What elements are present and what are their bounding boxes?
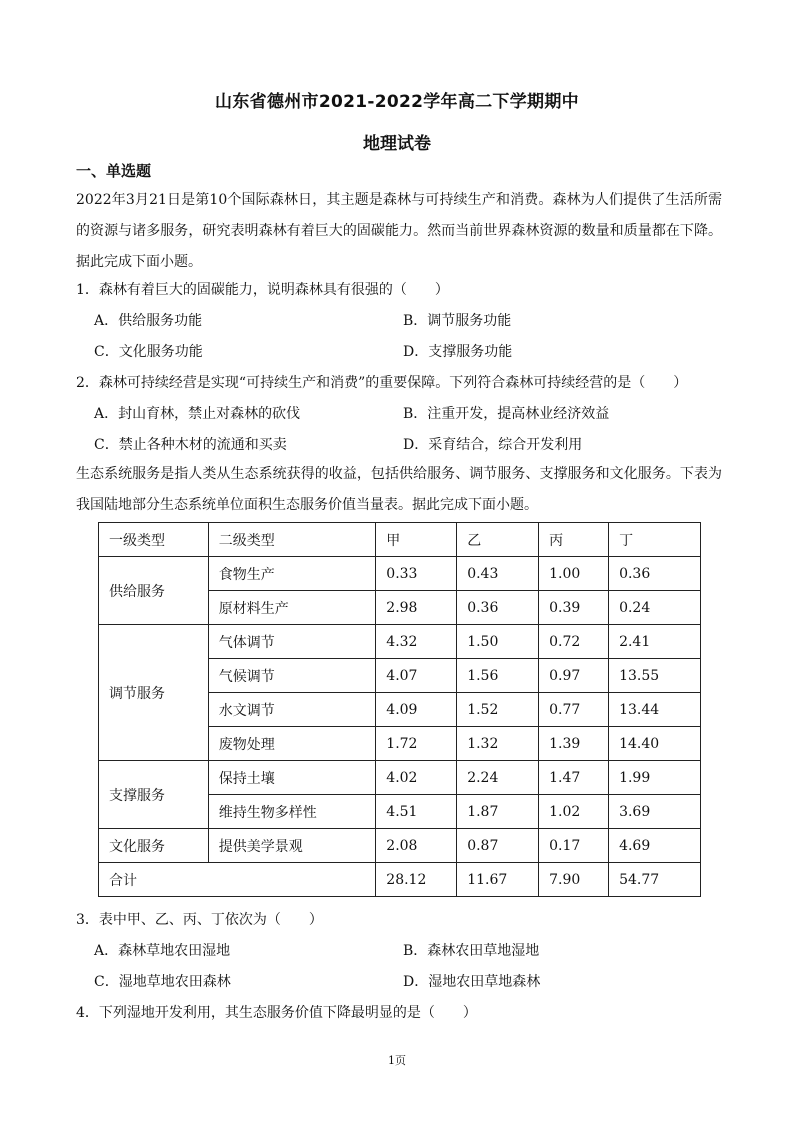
question-3-option-b: B．森林农田草地湿地 <box>403 943 540 959</box>
table-value-cell: 4.51 <box>376 795 457 829</box>
table-value-cell: 1.47 <box>539 761 609 795</box>
page-title: 山东省德州市2021-2022学年高二下学期期中 <box>215 92 579 112</box>
question-4-stem: 4．下列湿地开发利用，其生态服务价值下降最明显的是（ ） <box>76 1005 477 1021</box>
page-number: 1页 <box>388 1054 406 1067</box>
table-value-cell: 1.52 <box>457 693 539 727</box>
table-value-cell: 4.09 <box>376 693 457 727</box>
table-value-cell: 14.40 <box>609 727 701 761</box>
table-subtype-cell: 气体调节 <box>208 625 376 659</box>
table-value-cell: 1.72 <box>376 727 457 761</box>
table-row <box>99 829 701 863</box>
table-value-cell: 0.39 <box>539 591 609 625</box>
table-subtype-cell: 维持生物多样性 <box>208 795 376 829</box>
table-header-cell: 甲 <box>376 523 457 557</box>
table-value-cell: 28.12 <box>376 863 457 897</box>
table-value-cell: 54.77 <box>609 863 701 897</box>
table-subtype-cell: 气候调节 <box>208 659 376 693</box>
passage-forest-day: 2022年3月21日是第10个国际森林日，其主题是森林与可持续生产和消费。森林为人们提供了生活所需的资源与诸多服务，研究表明森林有着巨大的固碳能力。然而当前世界森林资源的数量和质量都在下降。据此完成下面小题。 <box>76 192 722 270</box>
table-value-cell: 1.02 <box>539 795 609 829</box>
table-total-row <box>99 863 701 897</box>
table-group-cell: 调节服务 <box>99 625 209 761</box>
table-value-cell: 2.98 <box>376 591 457 625</box>
table-value-cell: 1.32 <box>457 727 539 761</box>
table-subtype-cell: 提供美学景观 <box>208 829 376 863</box>
table-value-cell: 0.77 <box>539 693 609 727</box>
table-value-cell: 13.44 <box>609 693 701 727</box>
table-value-cell: 1.56 <box>457 659 539 693</box>
table-value-cell: 0.43 <box>457 557 539 591</box>
table-group-cell: 支撑服务 <box>99 761 209 829</box>
question-1-option-d: D．支撑服务功能 <box>403 344 513 360</box>
table-header-row <box>99 523 701 557</box>
table-value-cell: 0.97 <box>539 659 609 693</box>
question-2-option-b: B．注重开发，提高林业经济效益 <box>403 406 610 422</box>
table-value-cell: 1.99 <box>609 761 701 795</box>
table-value-cell: 2.24 <box>457 761 539 795</box>
question-1-option-c: C．文化服务功能 <box>94 344 203 360</box>
table-header-cell: 二级类型 <box>208 523 376 557</box>
section-heading: 一、单选题 <box>76 162 152 180</box>
table-value-cell: 7.90 <box>539 863 609 897</box>
question-1-option-a: A．供给服务功能 <box>94 313 203 329</box>
ecosystem-value-table <box>98 522 701 897</box>
page-subtitle: 地理试卷 <box>363 134 431 154</box>
table-total-label: 合计 <box>99 863 376 897</box>
table-subtype-cell: 原材料生产 <box>208 591 376 625</box>
table-row <box>99 761 701 795</box>
table-header-cell: 乙 <box>457 523 539 557</box>
question-2-option-a: A．封山育林，禁止对森林的砍伐 <box>94 406 301 422</box>
table-subtype-cell: 废物处理 <box>208 727 376 761</box>
question-3-stem: 3．表中甲、乙、丙、丁依次为（ ） <box>76 912 323 928</box>
table-header-cell: 丙 <box>539 523 609 557</box>
table-group-cell: 文化服务 <box>99 829 209 863</box>
table-header-cell: 一级类型 <box>99 523 209 557</box>
table-row <box>99 557 701 591</box>
table-subtype-cell: 水文调节 <box>208 693 376 727</box>
table-value-cell: 0.33 <box>376 557 457 591</box>
table-value-cell: 4.02 <box>376 761 457 795</box>
table-value-cell: 4.32 <box>376 625 457 659</box>
table-subtype-cell: 食物生产 <box>208 557 376 591</box>
table-value-cell: 11.67 <box>457 863 539 897</box>
table-group-cell: 供给服务 <box>99 557 209 625</box>
table-value-cell: 13.55 <box>609 659 701 693</box>
question-3-option-d: D．湿地农田草地森林 <box>403 974 541 990</box>
question-1-option-b: B．调节服务功能 <box>403 313 512 329</box>
table-subtype-cell: 保持土壤 <box>208 761 376 795</box>
table-value-cell: 1.87 <box>457 795 539 829</box>
table-value-cell: 0.17 <box>539 829 609 863</box>
table-value-cell: 4.07 <box>376 659 457 693</box>
table-row <box>99 625 701 659</box>
question-2-option-c: C．禁止各种木材的流通和买卖 <box>94 437 287 453</box>
table-header-cell: 丁 <box>609 523 701 557</box>
question-1-stem: 1．森林有着巨大的固碳能力，说明森林具有很强的（ ） <box>76 282 449 298</box>
question-2-stem: 2．森林可持续经营是实现“可持续生产和消费”的重要保障。下列符合森林可持续经营的是（ ） <box>76 375 688 391</box>
table-value-cell: 0.24 <box>609 591 701 625</box>
passage-ecosystem-services: 生态系统服务是指人类从生态系统获得的收益，包括供给服务、调节服务、支撑服务和文化服务。下表为我国陆地部分生态系统单位面积生态服务价值当量表。据此完成下面小题。 <box>76 466 722 513</box>
table-value-cell: 1.00 <box>539 557 609 591</box>
table-value-cell: 1.39 <box>539 727 609 761</box>
table-value-cell: 4.69 <box>609 829 701 863</box>
question-3-option-c: C．湿地草地农田森林 <box>94 974 231 990</box>
table-value-cell: 0.72 <box>539 625 609 659</box>
table-value-cell: 0.36 <box>609 557 701 591</box>
table-value-cell: 0.36 <box>457 591 539 625</box>
table-value-cell: 3.69 <box>609 795 701 829</box>
table-value-cell: 0.87 <box>457 829 539 863</box>
table-value-cell: 2.08 <box>376 829 457 863</box>
question-3-option-a: A．森林草地农田湿地 <box>94 943 231 959</box>
table-value-cell: 1.50 <box>457 625 539 659</box>
question-2-option-d: D．采育结合，综合开发利用 <box>403 437 583 453</box>
table-value-cell: 2.41 <box>609 625 701 659</box>
